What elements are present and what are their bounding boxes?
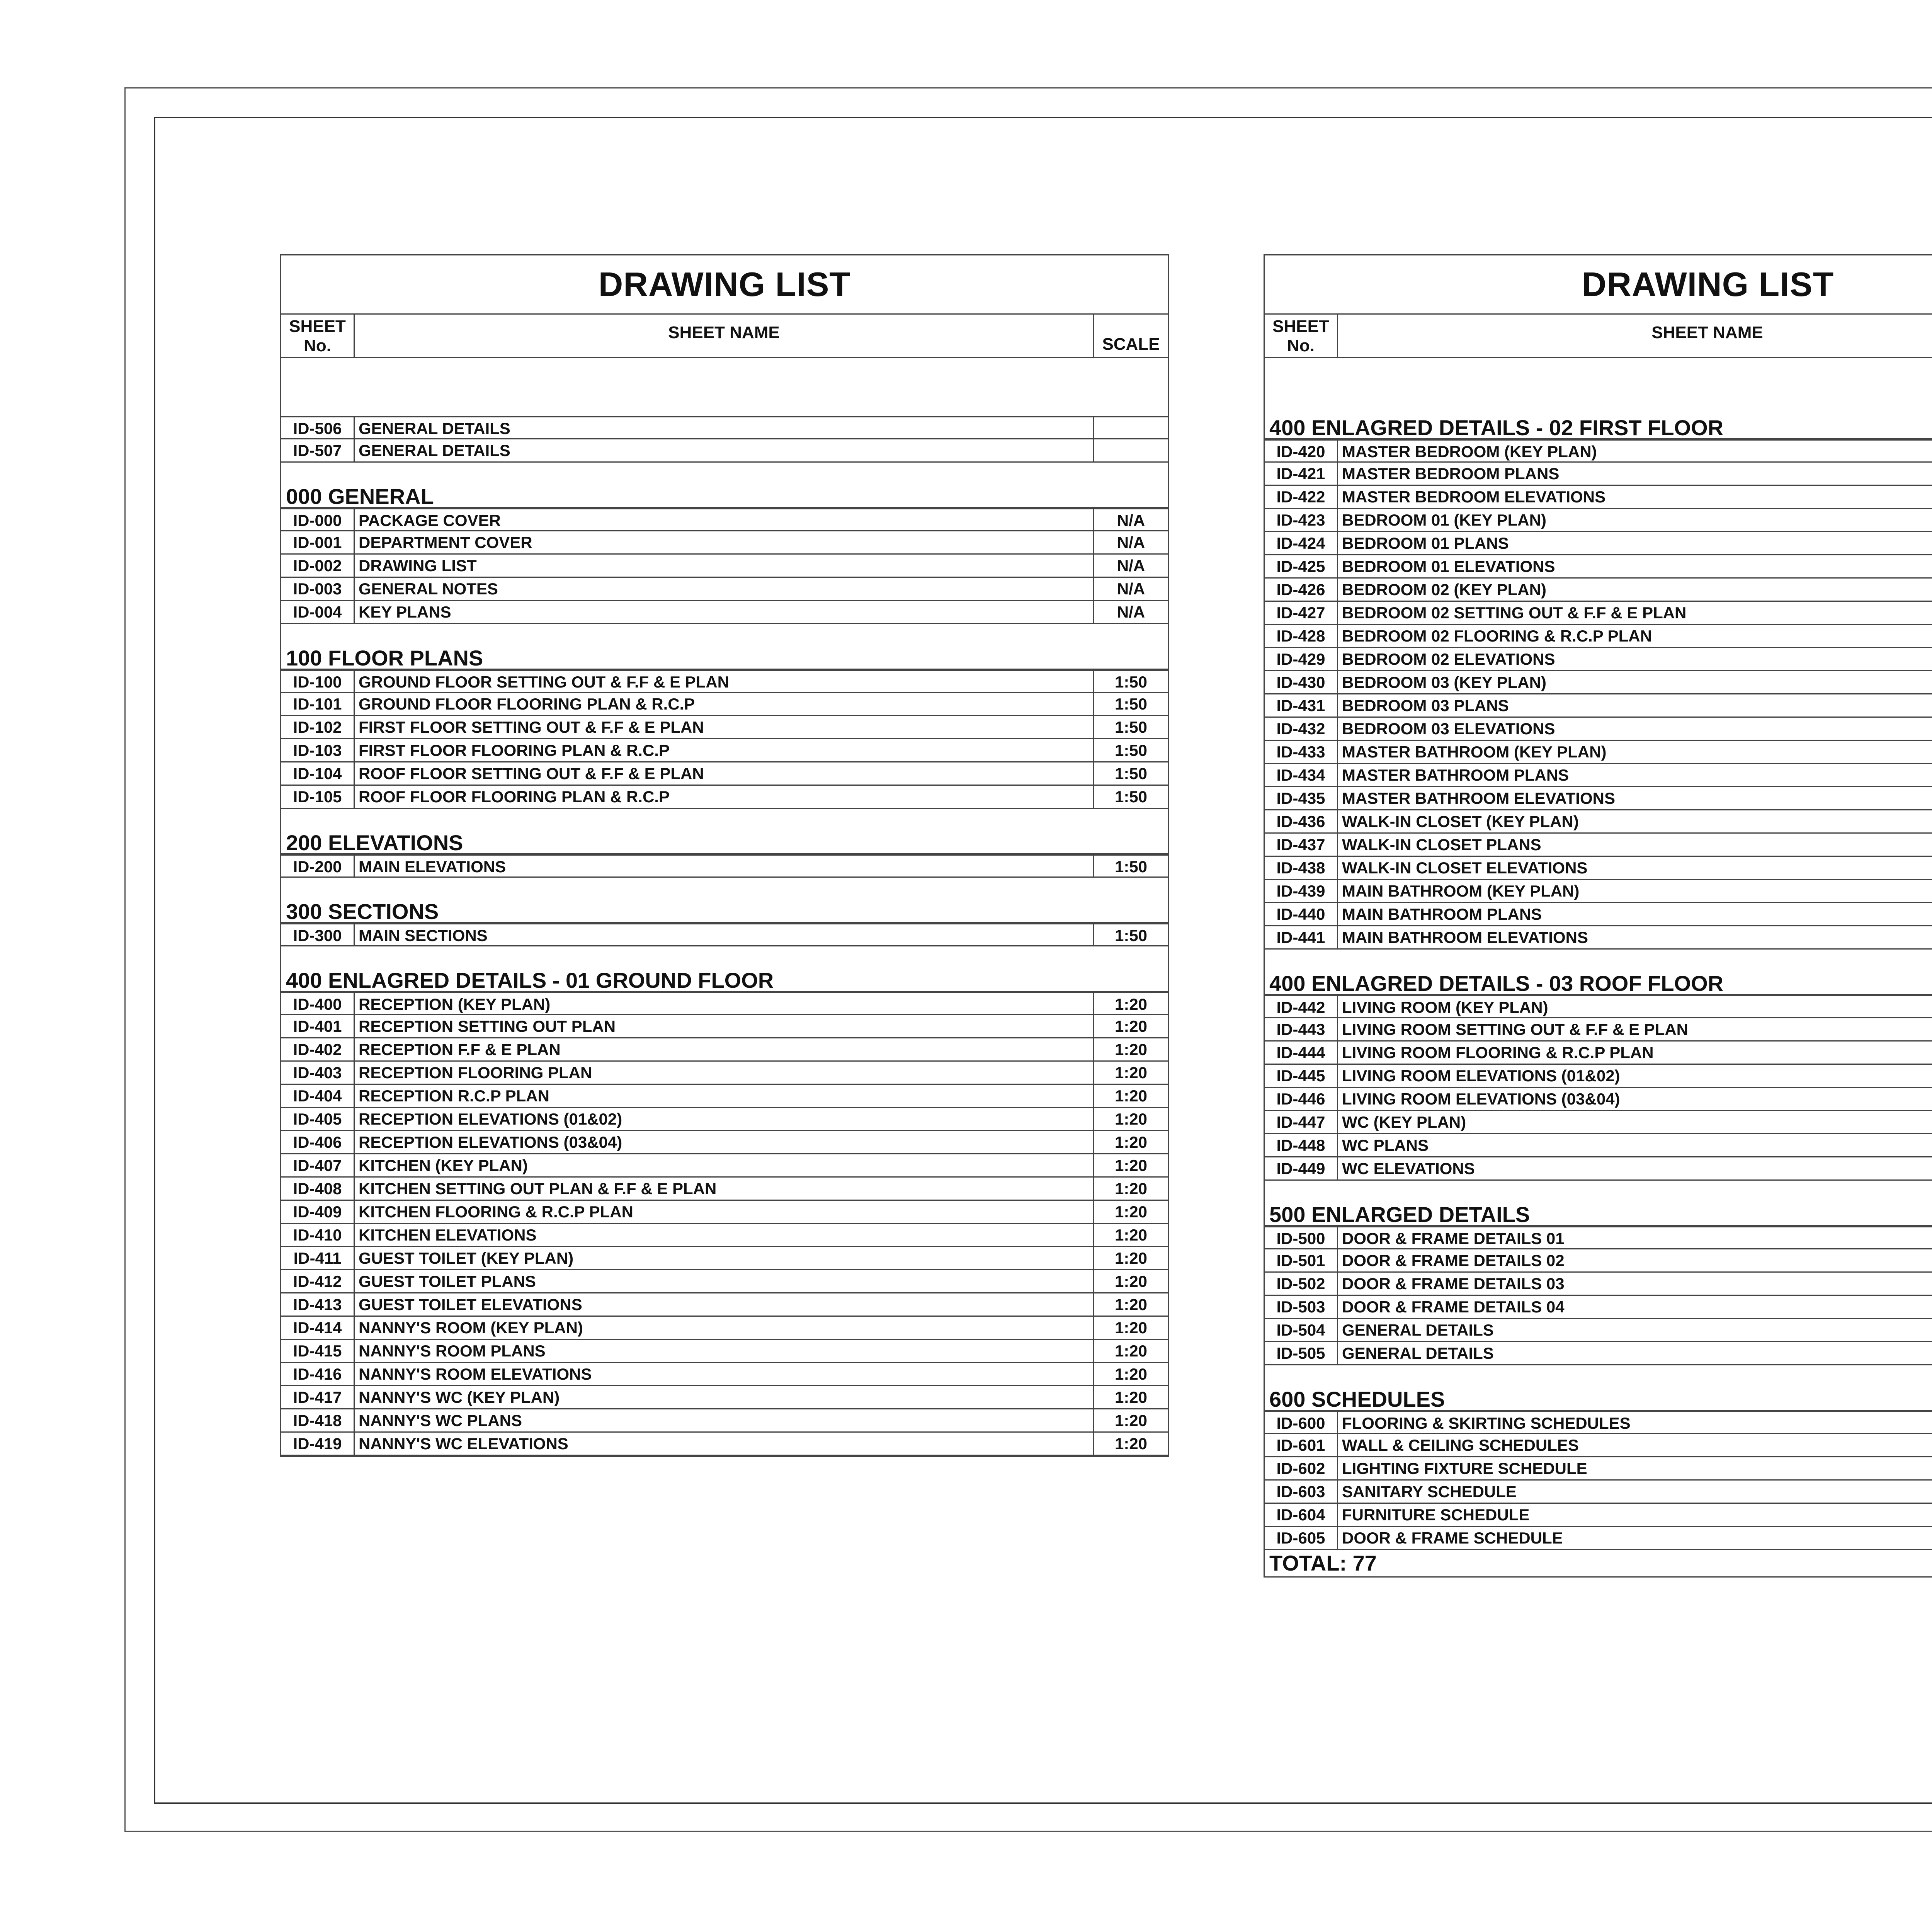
sheet-name-cell: MAIN BATHROOM PLANS xyxy=(1338,903,1932,925)
sheet-no-cell: ID-446 xyxy=(1265,1088,1338,1110)
sheet-name-cell: MAIN BATHROOM ELEVATIONS xyxy=(1338,926,1932,948)
scale-cell: 1:20 xyxy=(1114,1226,1148,1244)
sheet-no-cell: ID-001 xyxy=(281,531,355,553)
sheet-name-cell: GROUND FLOOR SETTING OUT & F.F & E PLAN xyxy=(355,671,1094,692)
sheet-no-cell: ID-424 xyxy=(1265,532,1338,554)
sheet-no-cell: ID-300 xyxy=(281,924,355,945)
table-row xyxy=(1265,1481,1932,1504)
table-row xyxy=(281,601,1168,624)
table-row xyxy=(281,1154,1168,1178)
section-heading: 600 SCHEDULES xyxy=(1265,1388,1932,1411)
table-row xyxy=(281,716,1168,739)
table-row xyxy=(1265,671,1932,694)
table-row xyxy=(1265,1434,1932,1457)
sheet-no-cell: ID-406 xyxy=(281,1131,355,1153)
sheet-name-cell: DOOR & FRAME DETAILS 01 xyxy=(1338,1227,1932,1248)
sheet-name-cell: GENERAL DETAILS xyxy=(355,439,1094,461)
sheet-name-cell: LIVING ROOM ELEVATIONS (01&02) xyxy=(1338,1065,1932,1087)
sheet-name-cell: BEDROOM 03 (KEY PLAN) xyxy=(1338,671,1932,693)
table-row xyxy=(281,1386,1168,1409)
scale-cell: N/A xyxy=(1117,511,1145,529)
sheet-name-cell: SANITARY SCHEDULE xyxy=(1338,1481,1932,1503)
sheet-no-cell: ID-601 xyxy=(1265,1434,1338,1456)
table-row xyxy=(281,693,1168,716)
table-row xyxy=(1265,834,1932,857)
scale-cell: 1:20 xyxy=(1114,1040,1148,1059)
sheet-no-cell: ID-428 xyxy=(1265,625,1338,647)
table-row xyxy=(281,1131,1168,1154)
table-row xyxy=(1265,1527,1932,1550)
drawing-list-right-body xyxy=(1265,358,1932,1550)
table-row xyxy=(1265,1065,1932,1088)
table-row xyxy=(1265,1411,1932,1434)
table-row xyxy=(1265,1504,1932,1527)
scale-cell: 1:50 xyxy=(1114,764,1148,783)
table-row xyxy=(1265,764,1932,787)
sheet-no-cell: ID-416 xyxy=(281,1363,355,1385)
table-row xyxy=(281,416,1168,439)
sheet-name-cell: FLOORING & SKIRTING SCHEDULES xyxy=(1338,1412,1932,1433)
sheet-no-cell: ID-000 xyxy=(281,509,355,530)
sheet-no-cell: ID-434 xyxy=(1265,764,1338,786)
header-sheet-name: SHEET NAME xyxy=(1338,315,1932,357)
sheet-name-cell: GENERAL DETAILS xyxy=(355,417,1094,438)
sheet-name-cell: RECEPTION FLOORING PLAN xyxy=(355,1062,1094,1084)
sheet-name-cell: ROOF FLOOR SETTING OUT & F.F & E PLAN xyxy=(355,762,1094,785)
table-row xyxy=(1265,648,1932,671)
sheet-name-cell: NANNY'S ROOM (KEY PLAN) xyxy=(355,1317,1094,1339)
sheet-no-cell: ID-449 xyxy=(1265,1157,1338,1179)
scale-cell: 1:20 xyxy=(1114,1435,1148,1453)
sheet-no-cell: ID-404 xyxy=(281,1085,355,1107)
sheet-name-cell: KITCHEN FLOORING & R.C.P PLAN xyxy=(355,1201,1094,1223)
sheet-no-cell: ID-448 xyxy=(1265,1134,1338,1156)
scale-cell: 1:20 xyxy=(1114,1133,1148,1151)
table-row xyxy=(1265,1296,1932,1319)
sheet-name-cell: WALL & CEILING SCHEDULES xyxy=(1338,1434,1932,1456)
sheet-name-cell: MASTER BEDROOM PLANS xyxy=(1338,463,1932,485)
table-row xyxy=(281,1363,1168,1386)
sheet-no-cell: ID-426 xyxy=(1265,579,1338,601)
sheet-no-cell: ID-444 xyxy=(1265,1042,1338,1064)
sheet-name-cell: FURNITURE SCHEDULE xyxy=(1338,1504,1932,1526)
table-row xyxy=(1265,1157,1932,1181)
table-row xyxy=(281,1224,1168,1247)
scale-cell: N/A xyxy=(1117,580,1145,598)
sheet-no-cell: ID-443 xyxy=(1265,1018,1338,1040)
table-row xyxy=(1265,810,1932,834)
sheet-no-cell: ID-445 xyxy=(1265,1065,1338,1087)
sheet-no-cell: ID-419 xyxy=(281,1433,355,1455)
table-header xyxy=(281,315,1168,358)
sheet-no-cell: ID-420 xyxy=(1265,441,1338,461)
sheet-name-cell: NANNY'S WC ELEVATIONS xyxy=(355,1433,1094,1455)
scale-cell: 1:20 xyxy=(1114,1017,1148,1035)
sheet-name-cell: KITCHEN ELEVATIONS xyxy=(355,1224,1094,1246)
table-gap xyxy=(281,358,1168,416)
scale-cell: 1:50 xyxy=(1114,695,1148,713)
table-row xyxy=(1265,926,1932,950)
sheet-name-cell: LIVING ROOM FLOORING & R.C.P PLAN xyxy=(1338,1042,1932,1064)
sheet-name-cell: RECEPTION ELEVATIONS (03&04) xyxy=(355,1131,1094,1153)
sheet-no-cell: ID-433 xyxy=(1265,741,1338,763)
sheet-name-cell: FIRST FLOOR SETTING OUT & F.F & E PLAN xyxy=(355,716,1094,738)
sheet-no-cell: ID-100 xyxy=(281,671,355,692)
sheet-no-cell: ID-429 xyxy=(1265,648,1338,670)
sheet-name-cell: PACKAGE COVER xyxy=(355,509,1094,530)
scale-cell: 1:20 xyxy=(1114,1388,1148,1406)
sheet-name-cell: KITCHEN SETTING OUT PLAN & F.F & E PLAN xyxy=(355,1178,1094,1200)
scale-cell: 1:20 xyxy=(1114,995,1148,1013)
section-heading: 300 SECTIONS xyxy=(281,900,1168,923)
table-row xyxy=(281,1201,1168,1224)
table-row xyxy=(1265,787,1932,810)
scale-cell: 1:20 xyxy=(1114,1272,1148,1290)
table-row xyxy=(281,923,1168,946)
scale-cell: 1:20 xyxy=(1114,1319,1148,1337)
scale-cell: 1:20 xyxy=(1114,1342,1148,1360)
table-row xyxy=(281,1062,1168,1085)
sheet-name-cell: MASTER BEDROOM (KEY PLAN) xyxy=(1338,441,1932,461)
sheet-no-cell: ID-441 xyxy=(1265,926,1338,948)
sheet-no-cell: ID-500 xyxy=(1265,1227,1338,1248)
table-row xyxy=(281,578,1168,601)
sheet-no-cell: ID-423 xyxy=(1265,509,1338,531)
sheet-no-cell: ID-409 xyxy=(281,1201,355,1223)
sheet-no-cell: ID-602 xyxy=(1265,1457,1338,1479)
scale-cell: 1:20 xyxy=(1114,1249,1148,1267)
table-row xyxy=(1265,903,1932,926)
table-row xyxy=(281,1247,1168,1270)
sheet-no-cell: ID-422 xyxy=(1265,486,1338,508)
sheet-name-cell: MASTER BEDROOM ELEVATIONS xyxy=(1338,486,1932,508)
table-row xyxy=(1265,1042,1932,1065)
sheet-name-cell: RECEPTION F.F & E PLAN xyxy=(355,1038,1094,1060)
sheet-no-cell: ID-438 xyxy=(1265,857,1338,879)
table-row xyxy=(1265,602,1932,625)
sheet-no-cell: ID-410 xyxy=(281,1224,355,1246)
sheet-name-cell: NANNY'S ROOM ELEVATIONS xyxy=(355,1363,1094,1385)
sheet-no-cell: ID-436 xyxy=(1265,810,1338,832)
table-row xyxy=(281,992,1168,1015)
sheet-no-cell: ID-435 xyxy=(1265,787,1338,809)
table-row xyxy=(281,1293,1168,1317)
sheet-name-cell: GUEST TOILET ELEVATIONS xyxy=(355,1293,1094,1316)
sheet-no-cell: ID-411 xyxy=(281,1247,355,1269)
table-row xyxy=(1265,1249,1932,1273)
sheet-no-cell: ID-413 xyxy=(281,1293,355,1316)
sheet-no-cell: ID-430 xyxy=(1265,671,1338,693)
table-row xyxy=(281,739,1168,762)
scale-cell: 1:50 xyxy=(1114,926,1148,945)
sheet-name-cell: BEDROOM 01 PLANS xyxy=(1338,532,1932,554)
section-heading: 400 ENLAGRED DETAILS - 01 GROUND FLOOR xyxy=(281,969,1168,992)
table-header xyxy=(1265,315,1932,358)
table-row xyxy=(1265,532,1932,555)
sheet-no-cell: ID-418 xyxy=(281,1409,355,1431)
sheet-no-cell: ID-407 xyxy=(281,1154,355,1176)
table-row xyxy=(281,1270,1168,1293)
scale-cell: 1:20 xyxy=(1114,1110,1148,1128)
table-row xyxy=(281,1015,1168,1038)
table-row xyxy=(1265,486,1932,509)
sheet-no-cell: ID-432 xyxy=(1265,718,1338,740)
table-row xyxy=(281,854,1168,878)
scale-cell: 1:20 xyxy=(1114,1087,1148,1105)
drawing-list-title: DRAWING LIST xyxy=(1265,255,1932,315)
drawing-list-right xyxy=(1264,254,1932,1578)
drawing-list-left-body xyxy=(281,416,1168,1456)
header-sheet-no: SHEET No. xyxy=(281,315,355,357)
sheet-name-cell: NANNY'S WC (KEY PLAN) xyxy=(355,1386,1094,1408)
sheet-name-cell: WALK-IN CLOSET (KEY PLAN) xyxy=(1338,810,1932,832)
sheet-no-cell: ID-002 xyxy=(281,555,355,577)
sheet-no-cell: ID-427 xyxy=(1265,602,1338,624)
sheet-no-cell: ID-505 xyxy=(1265,1342,1338,1364)
sheet-no-cell: ID-502 xyxy=(1265,1273,1338,1295)
sheet-no-cell: ID-421 xyxy=(1265,463,1338,485)
sheet-name-cell: BEDROOM 02 FLOORING & R.C.P PLAN xyxy=(1338,625,1932,647)
sheet-name-cell: LIGHTING FIXTURE SCHEDULE xyxy=(1338,1457,1932,1479)
drawing-list-left xyxy=(280,254,1169,1457)
scale-cell: 1:20 xyxy=(1114,1365,1148,1383)
table-row xyxy=(281,1409,1168,1433)
sheet-name-cell: GROUND FLOOR FLOORING PLAN & R.C.P xyxy=(355,693,1094,715)
sheet-name-cell: WC (KEY PLAN) xyxy=(1338,1111,1932,1133)
section-heading: 200 ELEVATIONS xyxy=(281,831,1168,854)
sheet-name-cell: DOOR & FRAME DETAILS 02 xyxy=(1338,1249,1932,1271)
sheet-name-cell: GENERAL DETAILS xyxy=(1338,1342,1932,1364)
table-row xyxy=(281,762,1168,786)
scale-cell: 1:20 xyxy=(1114,1203,1148,1221)
sheet-no-cell: ID-506 xyxy=(281,417,355,438)
sheet-no-cell: ID-442 xyxy=(1265,996,1338,1017)
sheet-name-cell: BEDROOM 03 ELEVATIONS xyxy=(1338,718,1932,740)
sheet-name-cell: WC PLANS xyxy=(1338,1134,1932,1156)
scale-cell: 1:20 xyxy=(1114,1295,1148,1314)
sheet-name-cell: MASTER BATHROOM ELEVATIONS xyxy=(1338,787,1932,809)
sheet-no-cell: ID-604 xyxy=(1265,1504,1338,1526)
sheet-name-cell: MASTER BATHROOM PLANS xyxy=(1338,764,1932,786)
sheet-no-cell: ID-417 xyxy=(281,1386,355,1408)
scale-cell: N/A xyxy=(1117,603,1145,621)
sheet-name-cell: BEDROOM 01 (KEY PLAN) xyxy=(1338,509,1932,531)
sheet-no-cell: ID-507 xyxy=(281,439,355,461)
sheet-no-cell: ID-605 xyxy=(1265,1527,1338,1549)
sheet-name-cell: GENERAL NOTES xyxy=(355,578,1094,600)
scale-cell: 1:50 xyxy=(1114,673,1148,691)
sheet-no-cell: ID-412 xyxy=(281,1270,355,1292)
sheet-name-cell: LIVING ROOM (KEY PLAN) xyxy=(1338,996,1932,1017)
table-row xyxy=(281,786,1168,809)
sheet-name-cell: RECEPTION ELEVATIONS (01&02) xyxy=(355,1108,1094,1130)
sheet-name-cell: MAIN ELEVATIONS xyxy=(355,856,1094,876)
sheet-no-cell: ID-403 xyxy=(281,1062,355,1084)
sheet-name-cell: NANNY'S WC PLANS xyxy=(355,1409,1094,1431)
sheet-name-cell: LIVING ROOM SETTING OUT & F.F & E PLAN xyxy=(1338,1018,1932,1040)
sheet-name-cell: NANNY'S ROOM PLANS xyxy=(355,1340,1094,1362)
sheet-no-cell: ID-415 xyxy=(281,1340,355,1362)
table-row xyxy=(1265,718,1932,741)
scale-cell xyxy=(1094,439,1168,461)
sheet-no-cell: ID-003 xyxy=(281,578,355,600)
table-row xyxy=(281,439,1168,463)
sheet-no-cell: ID-600 xyxy=(1265,1412,1338,1433)
sheet-no-cell: ID-408 xyxy=(281,1178,355,1200)
table-row xyxy=(281,1085,1168,1108)
scale-cell: 1:50 xyxy=(1114,788,1148,806)
table-row xyxy=(1265,857,1932,880)
table-row xyxy=(1265,579,1932,602)
scale-cell: 1:20 xyxy=(1114,1179,1148,1198)
table-row xyxy=(1265,1342,1932,1365)
table-row xyxy=(281,1433,1168,1456)
scale-cell: 1:50 xyxy=(1114,718,1148,736)
section-heading: 500 ENLARGED DETAILS xyxy=(1265,1203,1932,1226)
scale-cell: 1:50 xyxy=(1114,858,1148,876)
table-row xyxy=(1265,439,1932,463)
sheet-no-cell: ID-103 xyxy=(281,739,355,761)
sheet-name-cell: DOOR & FRAME DETAILS 04 xyxy=(1338,1296,1932,1318)
sheet-name-cell: RECEPTION R.C.P PLAN xyxy=(355,1085,1094,1107)
table-row xyxy=(281,1108,1168,1131)
table-row xyxy=(1265,625,1932,648)
sheet-name-cell: DOOR & FRAME SCHEDULE xyxy=(1338,1527,1932,1549)
table-row xyxy=(1265,1319,1932,1342)
sheet-no-cell: ID-200 xyxy=(281,856,355,876)
sheet-name-cell: DEPARTMENT COVER xyxy=(355,531,1094,553)
header-sheet-name: SHEET NAME xyxy=(355,315,1094,357)
sheet-no-cell: ID-400 xyxy=(281,993,355,1014)
sheet-no-cell: ID-102 xyxy=(281,716,355,738)
sheet-name-cell: DRAWING LIST xyxy=(355,555,1094,577)
sheet-no-cell: ID-104 xyxy=(281,762,355,785)
table-row xyxy=(281,1178,1168,1201)
sheet-name-cell: FIRST FLOOR FLOORING PLAN & R.C.P xyxy=(355,739,1094,761)
section-heading: 400 ENLAGRED DETAILS - 03 ROOF FLOOR xyxy=(1265,972,1932,995)
sheet-no-cell: ID-504 xyxy=(1265,1319,1338,1341)
table-row xyxy=(1265,995,1932,1018)
sheet-name-cell: DOOR & FRAME DETAILS 03 xyxy=(1338,1273,1932,1295)
table-row xyxy=(1265,555,1932,579)
sheet-name-cell: WC ELEVATIONS xyxy=(1338,1157,1932,1179)
table-row xyxy=(1265,463,1932,486)
sheet-name-cell: LIVING ROOM ELEVATIONS (03&04) xyxy=(1338,1088,1932,1110)
sheet-name-cell: BEDROOM 01 ELEVATIONS xyxy=(1338,555,1932,577)
sheet-no-cell: ID-105 xyxy=(281,786,355,808)
sheet-name-cell: MASTER BATHROOM (KEY PLAN) xyxy=(1338,741,1932,763)
scale-cell xyxy=(1094,417,1168,438)
table-row xyxy=(281,555,1168,578)
sheet-no-cell: ID-401 xyxy=(281,1015,355,1037)
table-row xyxy=(281,670,1168,693)
sheet-name-cell: RECEPTION SETTING OUT PLAN xyxy=(355,1015,1094,1037)
sheet-name-cell: BEDROOM 03 PLANS xyxy=(1338,694,1932,716)
sheet-no-cell: ID-501 xyxy=(1265,1249,1338,1271)
sheet-name-cell: ROOF FLOOR FLOORING PLAN & R.C.P xyxy=(355,786,1094,808)
sheet-no-cell: ID-004 xyxy=(281,601,355,623)
sheet-name-cell: WALK-IN CLOSET ELEVATIONS xyxy=(1338,857,1932,879)
sheet-no-cell: ID-425 xyxy=(1265,555,1338,577)
scale-cell: 1:20 xyxy=(1114,1064,1148,1082)
header-scale: SCALE xyxy=(1102,335,1160,354)
sheet-name-cell: RECEPTION (KEY PLAN) xyxy=(355,993,1094,1014)
section-heading: 100 FLOOR PLANS xyxy=(281,647,1168,670)
sheet-no-cell: ID-431 xyxy=(1265,694,1338,716)
table-row xyxy=(281,1340,1168,1363)
sheet-no-cell: ID-439 xyxy=(1265,880,1338,902)
sheet-name-cell: WALK-IN CLOSET PLANS xyxy=(1338,834,1932,856)
sheet-no-cell: ID-405 xyxy=(281,1108,355,1130)
sheet-name-cell: GUEST TOILET PLANS xyxy=(355,1270,1094,1292)
sheet-no-cell: ID-402 xyxy=(281,1038,355,1060)
sheet-no-cell: ID-414 xyxy=(281,1317,355,1339)
table-row xyxy=(281,508,1168,531)
section-heading: 400 ENLAGRED DETAILS - 02 FIRST FLOOR xyxy=(1265,416,1932,439)
table-row xyxy=(1265,509,1932,532)
sheet-no-cell: ID-437 xyxy=(1265,834,1338,856)
sheet-no-cell: ID-447 xyxy=(1265,1111,1338,1133)
table-row xyxy=(1265,1088,1932,1111)
section-heading: 000 GENERAL xyxy=(281,485,1168,508)
sheet-no-cell: ID-603 xyxy=(1265,1481,1338,1503)
drawing-list-title: DRAWING LIST xyxy=(281,255,1168,315)
table-row xyxy=(1265,1018,1932,1042)
scale-cell: 1:20 xyxy=(1114,1411,1148,1430)
scale-cell: 1:50 xyxy=(1114,741,1148,759)
table-row xyxy=(281,1317,1168,1340)
sheet-no-cell: ID-101 xyxy=(281,693,355,715)
sheet-name-cell: GUEST TOILET (KEY PLAN) xyxy=(355,1247,1094,1269)
table-row xyxy=(1265,694,1932,718)
sheet-no-cell: ID-503 xyxy=(1265,1296,1338,1318)
table-row xyxy=(281,1038,1168,1062)
table-row xyxy=(1265,741,1932,764)
table-row xyxy=(1265,880,1932,903)
sheet-name-cell: KITCHEN (KEY PLAN) xyxy=(355,1154,1094,1176)
scale-cell: N/A xyxy=(1117,533,1145,551)
sheet-name-cell: KEY PLANS xyxy=(355,601,1094,623)
table-row xyxy=(1265,1273,1932,1296)
table-row xyxy=(1265,1111,1932,1134)
table-row xyxy=(1265,1457,1932,1481)
sheet-name-cell: MAIN BATHROOM (KEY PLAN) xyxy=(1338,880,1932,902)
scale-cell: N/A xyxy=(1117,557,1145,575)
sheet-name-cell: BEDROOM 02 SETTING OUT & F.F & E PLAN xyxy=(1338,602,1932,624)
sheet-name-cell: BEDROOM 02 (KEY PLAN) xyxy=(1338,579,1932,601)
header-sheet-no: SHEET No. xyxy=(1265,315,1338,357)
sheet-no-cell: ID-440 xyxy=(1265,903,1338,925)
table-row xyxy=(1265,1134,1932,1157)
table-row xyxy=(1265,1226,1932,1249)
total-count: TOTAL: 77 xyxy=(1269,1551,1377,1575)
table-row xyxy=(281,531,1168,555)
sheet-name-cell: GENERAL DETAILS xyxy=(1338,1319,1932,1341)
sheet-name-cell: BEDROOM 02 ELEVATIONS xyxy=(1338,648,1932,670)
scale-cell: 1:20 xyxy=(1114,1156,1148,1174)
sheet-name-cell: MAIN SECTIONS xyxy=(355,924,1094,945)
